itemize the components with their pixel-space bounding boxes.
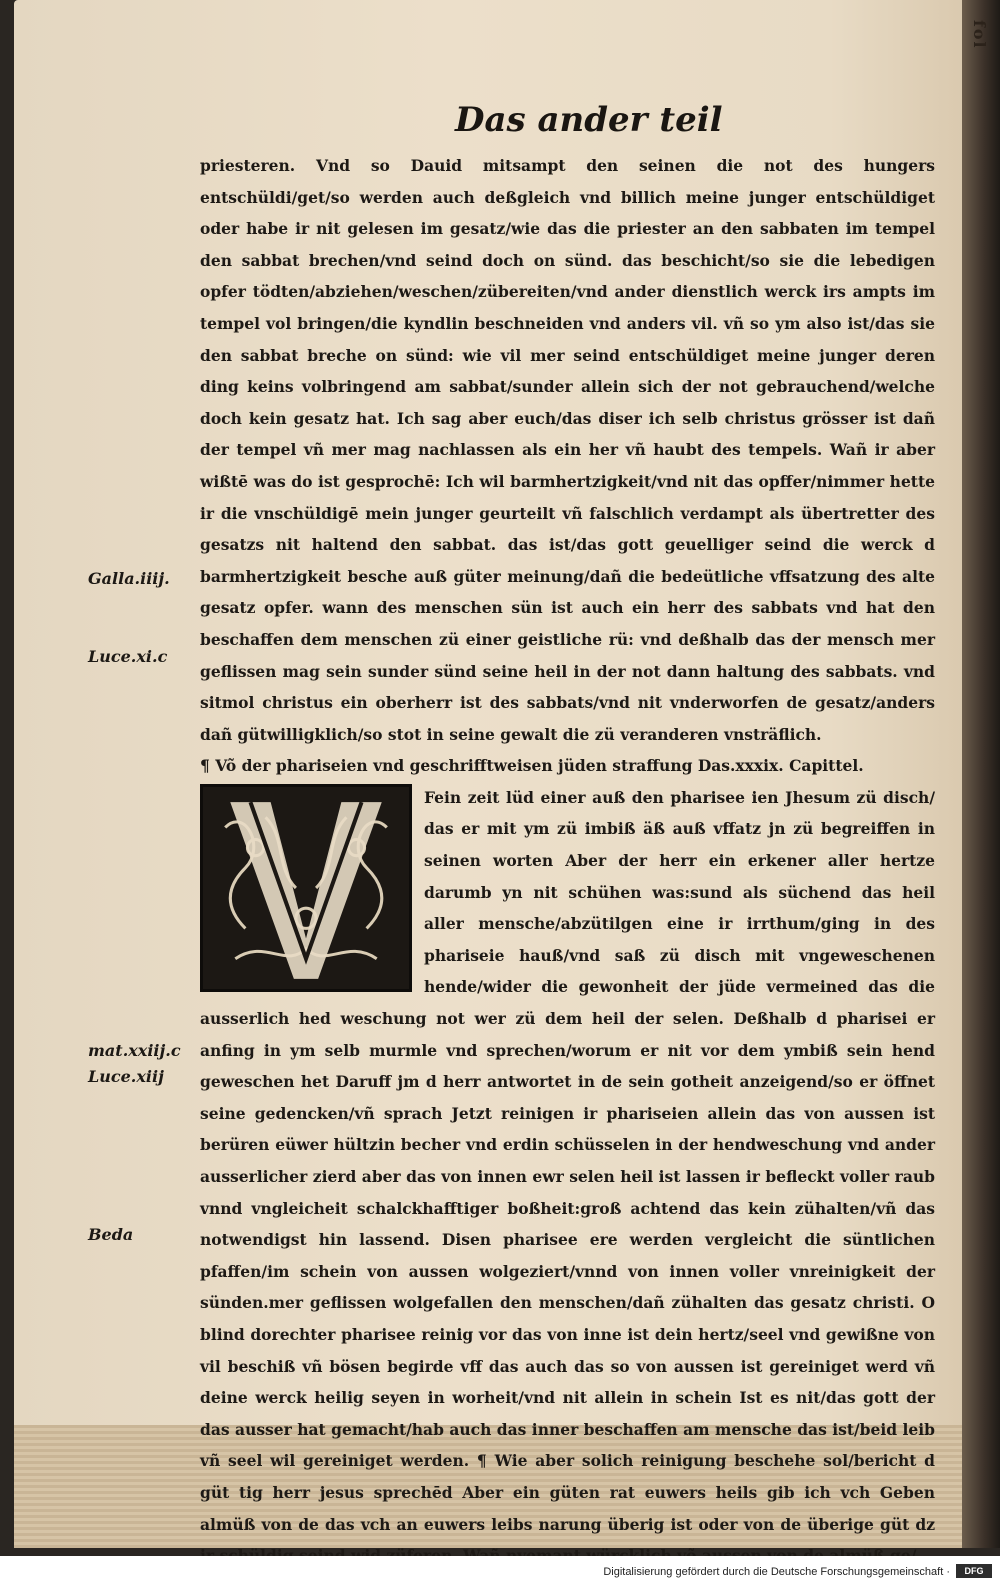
funding-credit: Digitalisierung gefördert durch die Deutsche Forschungsgemeinschaft · [603,1566,950,1578]
spine-text: fol [970,20,989,50]
margin-note: Luce.xi.c [88,647,168,666]
paragraph-2: Fein zeit lüd einer auß den pharisee ien Jhesum zü disch/ das er mit ym zü imbiß äß auß vffatz jn zü begreiffen in seinen worten Aber der herr ein erkener aller hertze darumb yn nit schühen was:sund als süchend das heil aller mensche/abzütilgen eine ir irrthum/ging in des phariseie hauß/vnd saß zü disch mit vngeweschenen hende/wider die gewonheit der jüde vermeined das die ausserlich hed weschung not wer zü dem heil der selen. Deßhalb d pharisei er anfing in ym selb murmle vnd sprechen/worum er nit vor dem ymbiß sein hend geweschen het Daruff jm d herr antwortet in de sein gotheit anzeigend/so er öffnet seine gedencken/vñ sprach Jetzt reinigen ir phariseien allein das von aussen ist berüren eüwer hültzin becher vnd erdin schüsselen in der hendweschung vnd ander ausserlicher zierd aber das von innen ewr selen heil ist lassen ir befleckt voller raub vnnd vngleicheit schalckhafftiger boßheit:groß achtend das kein zühalten/vñ das notwendigst hin lassend. Disen pharisee ere werden vergleicht die süntlichen pfaffen/im schein von aussen wolgeziert/vnnd von innen voller vnreinigkeit der sünden.mer geflissen wolgefallen den menschen/dañ zühalten das gesatz christi. O blind dorechter pharisee reinig vor das von inne ist dein hertz/seel vnd gewißne von vil beschiß vñ bösen begirde vff das auch das so von aussen ist gereiniget werd vñ deine werck heilig seyen in worheit/vnd nit allein in schein Ist es nit/das gott der das ausser hat gemacht/hab auch das inner beschaffen am mensche das ist/beid leib vñ seel wil gereiniget werden. ¶ Wie aber solich reinigung beschehe sol/bericht d güt tig herr jesus sprechēd Aber ein güten rat euwers heils gib ich vch Geben almüß von de das vch an euwers leibs narung überig ist oder von de überige güt dz [200,787,935,1534]
footer-bar [0,1556,1000,1585]
drop-cap-v [200,784,412,992]
page-heading: Das ander teil [455,100,723,140]
ornament-icon [203,787,409,989]
margin-note: Galla.iiij. [88,569,170,588]
margin-note: Luce.xiij [88,1067,164,1086]
chapter-title: ¶ Võ der phariseien vnd geschrifftweisen jüden straffung Das.xxxix. Capittel. [200,756,864,776]
facing-page-stack [962,0,1000,1548]
body-text [200,150,935,1572]
margin-note: Beda [88,1225,134,1244]
margin-note: mat.xxiij.c [88,1041,181,1060]
paragraph-1: priesteren. Vnd so Dauid mitsampt den seinen die not des hungers entschüldi/get/so werden auch deßgleich vnd billich meine junger entschüldiget oder habe ir nit gelesen im gesatz/wie das die priester an den sabbaten im tempel den sabbat brechen/vnd seind doch on sünd. das beschicht/so sie die lebedigen opfer tödten/abziehen/weschen/zübereiten/vnd ander dienstlich werck irs ampts im tempel vol bringen/die kyndlin beschneiden vnd anders vil. vñ so ym also ist/das sie den sabbat breche on sünd: wie vil mer seind entschüldiget meine junger deren ding keins volbringend am sabbat/sunder allein sich der not gebrauchend/welche doch kein gesatz hat. Ich sag aber euch/das diser ich selb christus grösser ist dañ der tempel vñ mer mag nachlassen als ein her vñ haubt des tempels. Wañ ir aber wißtē was do ist gesprochē: Ich wil barmhertzigkeit/vnd nit das opffer/nimmer hette ir die vnschüldigē mein junger geurteilt vñ falschlich verdampt als übertretter des gesatzs nit haltend den sabbat. das ist/das gott geuelliger seind die werck d barmhertzigkeit besche auß güter meinung/dañ die bedeütliche vffsatzung des alte gesatz opfer. wann des menschen sün ist auch ein herr des sabbats vnd hat den beschaffen dem menschen zü einer geistliche rü: vnd deßhalb das der mensch mer geflissen mag sein sunder sünd seine heil in der not dann haltung des sabbats. vnd sitmol christus ein oberherr ist des sabbats/vnd nit vnderworfen de gesatz/anders dañ gütwilligklich/so stot in seine gewalt die zü veranderen vnsträflich. [200,156,935,744]
dfg-logo-icon: DFG [956,1564,992,1578]
